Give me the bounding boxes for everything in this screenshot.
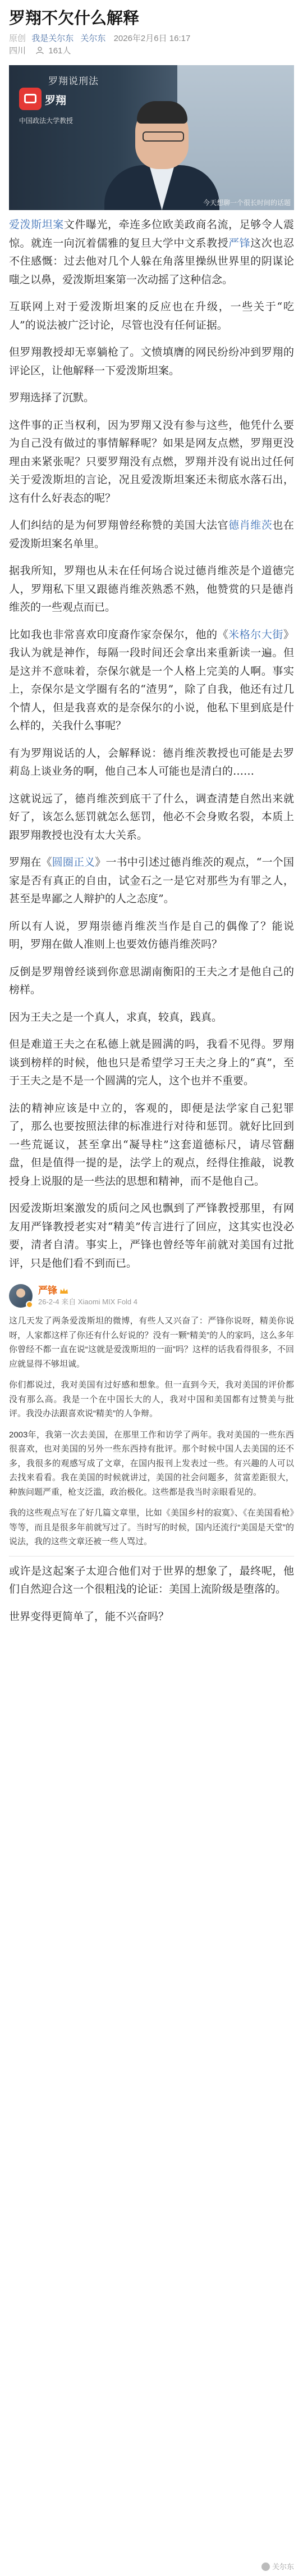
- paragraph: [9, 963, 294, 999]
- person-glasses: [143, 131, 184, 142]
- avatar[interactable]: [9, 1284, 33, 1308]
- paragraph: [9, 1035, 294, 1090]
- platform-logo-icon: [261, 2563, 270, 2571]
- paragraph-text: 法的精神应该是中立的，客观的，即便是法学家自己犯罪了，那么也要按照法律的标准进行对待和惩罚。就好比回到一些荒诞议，甚至拿出“凝导柱”这套道德标尺，请尽管翻盘，但是值得一提的是，法学上的观点，经得住推敲，说教授身上说服的是一些法的思想和精神，而不是他自己。: [9, 1102, 294, 1187]
- paragraph-text: 世界变得更简单了，能不兴奋吗？: [9, 1610, 169, 1623]
- watermark-text: 关尔东: [272, 2563, 294, 2571]
- fans-icon: [36, 47, 44, 54]
- person-hair: [137, 101, 187, 124]
- paragraph-text: 互联网上对于爱泼斯坦案的反应也在升级，一些关于“吃人”的说法被广泛讨论，尽管也没有任何证据。: [9, 301, 294, 331]
- image-caption: 今天想聊一个很长时间的话题: [203, 199, 291, 207]
- author-secondary-link[interactable]: 关尔东: [80, 34, 106, 44]
- original-tag: 原创: [9, 34, 26, 44]
- logo-name: 罗翔: [45, 95, 67, 107]
- paragraph-text: 》我认为就是神作，每隔一段时间还会拿出来重新读一遍。但是这并不意味着，奈保尔就是一个人格上完美的人啊。事实上，奈保尔是文学圈有名的“渣男”，除了自我，他还有过几个情人，但是我喜欢的是奈保尔的小说，他私下里到底是什么样的，关我什么事呢？: [9, 628, 294, 732]
- repost-username-text: 严锋: [38, 1285, 57, 1296]
- logo-top-text: 罗翔说刑法: [48, 76, 99, 87]
- paragraph-text: 但罗翔教授却无辜躺枪了。文愤填膺的网民纷纷冲到罗翔的评论区，让他解释一下爱泼斯坦案。: [9, 346, 294, 377]
- paragraph-text: 文件曝光，牵连多位欧美政商名流，足够令人震惊。就连一向沉着儒雅的复旦大学中文系教授: [9, 219, 294, 249]
- paragraph-text: 因爱泼斯坦案激发的质问之风也飘到了严锋教授那里，有网友用严锋教授老实对“精美”传言进行了回应，这其实也没必要，清者自清。事实上，严锋也曾经等年前就对美国有过批评，只是他们看不到而已。: [9, 1202, 294, 1269]
- keyword-link[interactable]: 圆圈正义: [52, 856, 95, 869]
- paragraph: [9, 917, 294, 954]
- logo-subtitle: 中国政法大学教授: [19, 117, 74, 125]
- article-body: [0, 216, 303, 1272]
- article-title: 罗翔不欠什么解释: [9, 8, 140, 28]
- paragraph-text: 这件事的正当权利，因为罗翔又没有参与这些，他凭什么要为自己没有做过的事情解释呢？如果是网友点燃，罗翔更没理由来紧张呢？只要罗翔没有点燃，罗翔并没有说出过任何关于爱泼斯坦的言论，况且爱泼斯坦案还未彻底水落石出，这有什么好表态的呢？: [9, 418, 294, 504]
- paragraph: [9, 1099, 294, 1191]
- paragraph-text: 也在爱泼斯坦案名单里。: [9, 519, 294, 550]
- watermark: [261, 2561, 294, 2572]
- paragraph: [9, 790, 294, 845]
- keyword-link[interactable]: 德肖维茨: [228, 519, 273, 532]
- repost-paragraph: 2003年，我第一次去美国，在那里工作和访学了两年。我对美国的一些东西很喜欢，也对美国的另外一些东西持有批评。那个时候中国人去美国的还不多，我很多的观感写成了文章，在国内报刊上发表过一些。有兴趣的人可以去找来看看。我在美国的时候就讲过，美国的社会问题多，贫富差距很大，种族问题严重，枪支泛滥，政治极化。这些都是我当时亲眼看见的。: [9, 1430, 294, 1497]
- paragraph-text: 比如我也非常喜欢印度裔作家奈保尔，他的《: [9, 628, 229, 641]
- paragraph: [9, 298, 294, 334]
- paragraph: [9, 1199, 294, 1272]
- tv-icon: [19, 88, 42, 110]
- verified-badge-icon: [26, 1301, 33, 1308]
- keyword-link[interactable]: 爱泼斯坦案: [9, 219, 64, 231]
- paragraph: [9, 562, 294, 617]
- vip-crown-icon: [59, 1287, 68, 1294]
- paragraph: [9, 853, 294, 908]
- keyword-link[interactable]: 严锋: [228, 236, 251, 249]
- keyword-link[interactable]: 米格尔大街: [228, 628, 283, 641]
- paragraph-text: 》一书中引述过德肖维茨的观点，“一个国家是否有真正的自由，试金石之一是它对那些为有罪之人，甚至是卑鄙之人辩护的人之态度”。: [9, 856, 294, 905]
- paragraph-text: 据我所知，罗翔也从未在任何场合说过德肖维茨是个道德完人，罗翔私下里又跟德肖维茨熟悉不熟，他赞赏的只是德肖维茨的一些观点而已。: [9, 565, 294, 614]
- paragraph: [9, 1608, 294, 1626]
- article-closing: [0, 1562, 303, 1626]
- paragraph-text: 人们纠结的是为何罗翔曾经称赞的美国大法官: [9, 519, 229, 532]
- paragraph-text: 罗翔选择了沉默。: [9, 392, 95, 404]
- paragraph: [9, 626, 294, 735]
- article-meta: [0, 31, 303, 45]
- paragraph-text: 因为王夫之是一个真人，求真，较真，践真。: [9, 1011, 223, 1023]
- location: 四川: [9, 46, 26, 56]
- paragraph-text: 罗翔在《: [9, 856, 52, 869]
- repost-header: [9, 1281, 294, 1310]
- repost-paragraph: 你们都说过，我对美国有过好感和想象。但一直到今天，我对美国的评价都没有那么高。我是一个在中国长大的人，我对中国和美国都有过赞美与批评。我没办法跟喜欢说“精美”的人争辩。: [9, 1380, 294, 1419]
- article-image: [9, 65, 294, 210]
- repost-paragraph: 我的这些观点写在了好几篇文章里，比如《美国乡村的寂寞》、《在美国看枪》等等，而且是很多年前就写过了。当时写的时候，国内还流行“美国是天堂”的说法，我的这些文章还被一些人骂过。: [9, 1508, 294, 1547]
- repost-meta: 26-2-4 来自 Xiaomi MIX Fold 4: [38, 1298, 138, 1307]
- weibo-repost-card: [9, 1281, 294, 1549]
- paragraph-text: 这次也忍不住感慨：过去他对几个人躲在角落里操纵世界里的阴谋论嗤之以鼻，爱泼斯坦案第一次动摇了这种信念。: [9, 236, 294, 286]
- paragraph-text: 或许是这起案子太迎合他们对于世界的想象了，最终呢，他们自然迎合这一个很粗浅的论证：美国上流阶级是堕落的。: [9, 1564, 294, 1596]
- paragraph: [9, 416, 294, 508]
- repost-username[interactable]: [38, 1285, 137, 1297]
- repost-text: [9, 1314, 294, 1549]
- repost-paragraph: 这几天发了两条爱泼斯坦的微博，有些人又兴奋了：严锋你说呀，精美你说呀，人家都这样了你还有什么好说的？没有一颗“精美”的人的家吗，这么多年你曾经不都一直在说“这就是爱泼斯坦的一面”吗？这样的话我看得很多，不回应就显得不够坦诚。: [9, 1316, 294, 1369]
- fans-count: 161人: [48, 46, 71, 56]
- paragraph-text: 但是难道王夫之在私德上就是圆满的吗，我看不见得。罗翔谈到榜样的时候，他也只是希望学习王夫之身上的“真”，至于王夫之是不是一个圆满的完人，这个也并不重要。: [9, 1038, 294, 1087]
- author-link[interactable]: 我是关尔东: [31, 34, 74, 44]
- paragraph: [9, 1008, 294, 1027]
- paragraph-text: 这就说远了，德肖维茨到底干了什么，调查清楚自然出来就好了，该怎么惩罚就怎么惩罚，他必不会身败名裂，本质上跟罗翔教授也没有太大关系。: [9, 792, 294, 841]
- paragraph-text: 所以有人说，罗翔崇德肖维茨当作是自己的偶像了？能说明，罗翔在做人准则上也要效仿德肖维茨吗？: [9, 920, 294, 951]
- paragraph: [9, 343, 294, 380]
- paragraph-text: 反倒是罗翔曾经谈到你意思湖南衡阳的王夫之才是他自己的榜样。: [9, 965, 294, 996]
- paragraph: [9, 1562, 294, 1599]
- paragraph: [9, 516, 294, 553]
- paragraph: [9, 389, 294, 407]
- paragraph: [9, 744, 294, 781]
- channel-logo: [15, 70, 99, 126]
- publish-date: 2026年2月6日 16:17: [113, 34, 191, 44]
- paragraph-text: 有为罗翔说话的人，会解释说：德肖维茨教授也可能是去罗莉岛上谈业务的啊，他自己本人可能也是清白的……: [9, 747, 294, 778]
- repost-user-info: [38, 1285, 137, 1307]
- article-meta-2: [0, 45, 303, 62]
- paragraph: [9, 216, 294, 289]
